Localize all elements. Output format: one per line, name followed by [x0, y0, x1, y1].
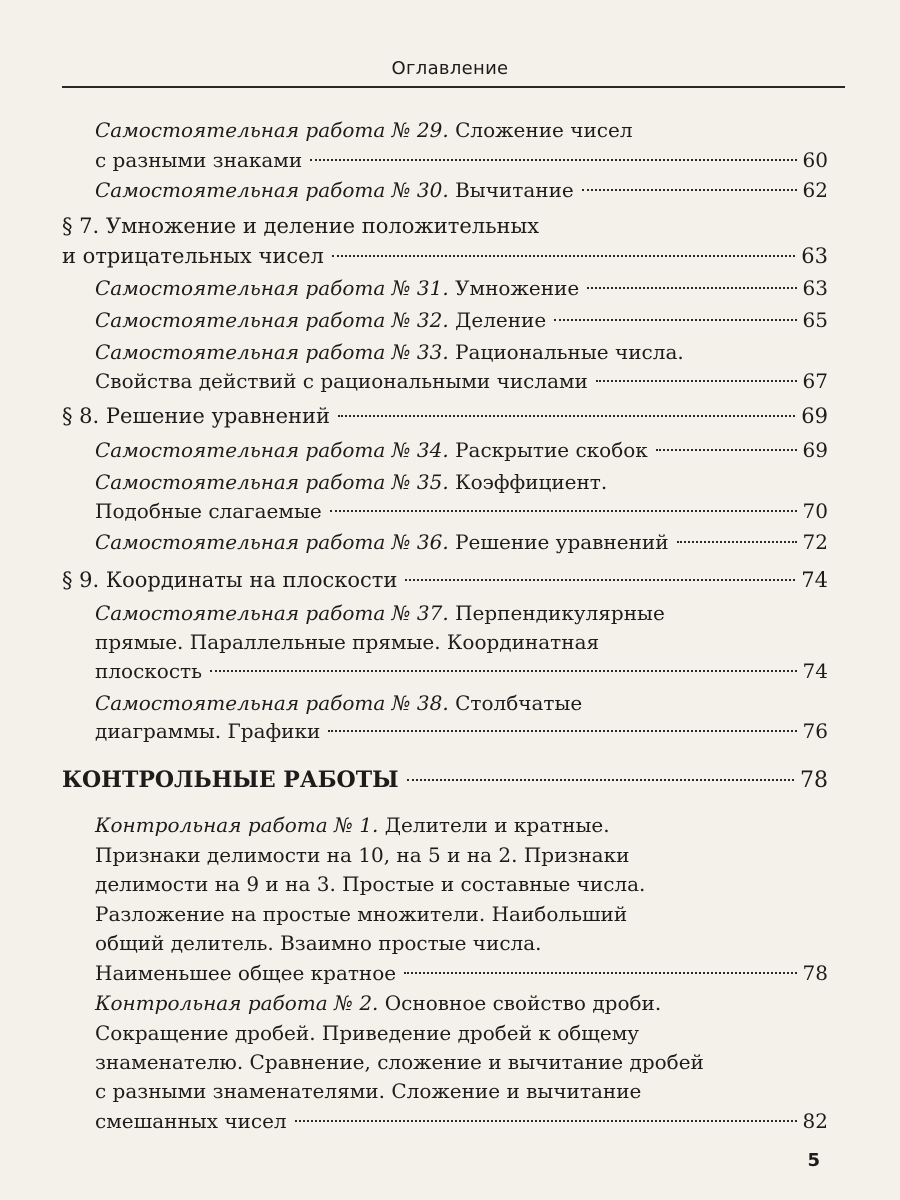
toc-section-8[interactable]	[62, 401, 828, 431]
toc-page-number: 63	[802, 276, 828, 300]
toc-entry-title: с разными знаками	[95, 148, 303, 172]
toc-entry-title: Коэффициент.	[455, 470, 608, 494]
toc-entry-label: Самостоятельная работа № 34.	[95, 438, 449, 462]
leader-dots	[332, 255, 795, 257]
toc-entry-kr2-line3[interactable]	[95, 1047, 704, 1077]
toc-entry-kr2-line4[interactable]	[95, 1076, 641, 1106]
toc-entry-sr37-line1[interactable]	[95, 598, 665, 628]
toc-entry-kr2-line5[interactable]	[95, 1106, 828, 1136]
toc-entry-title: Подобные слагаемые	[95, 499, 322, 523]
toc-entry-kr1-line1[interactable]	[95, 810, 610, 840]
toc-entry-title: Сложение чисел	[455, 118, 633, 142]
toc-entry-title: Сокращение дробей. Приведение дробей к общему	[95, 1021, 640, 1045]
toc-page-number: 60	[802, 148, 828, 172]
leader-dots	[582, 189, 797, 191]
toc-entry-title: Умножение	[455, 276, 580, 300]
toc-entry-title: Решение уравнений	[455, 530, 669, 554]
toc-entry-label: Самостоятельная работа № 29.	[95, 118, 449, 142]
toc-entry-title: Делители и кратные.	[384, 813, 610, 837]
toc-entry-sr37-line3[interactable]	[95, 656, 828, 686]
toc-entry-sr32[interactable]	[95, 305, 828, 335]
toc-entry-kr1-line5[interactable]	[95, 928, 542, 958]
toc-page-number: 69	[801, 404, 828, 428]
toc-section-title: § 8. Решение уравнений	[62, 404, 331, 428]
leader-dots	[596, 380, 797, 382]
toc-section-7-line2[interactable]	[62, 241, 828, 271]
toc-page-number: 62	[802, 178, 828, 202]
leader-dots	[338, 415, 795, 417]
toc-entry-title: Основное свойство дроби.	[384, 991, 662, 1015]
toc-page-number: 78	[800, 768, 828, 793]
leader-dots	[328, 730, 796, 732]
toc-entry-kr2-line2[interactable]	[95, 1018, 639, 1048]
toc-entry-title: делимости на 9 и на 3. Простые и составные числа.	[95, 872, 646, 896]
toc-entry-title: Признаки делимости на 10, на 5 и на 2. Признаки	[95, 843, 630, 867]
toc-page-number: 65	[802, 308, 828, 332]
toc-entry-kr1-line6[interactable]	[95, 958, 828, 988]
toc-entry-sr33-line2[interactable]	[95, 366, 828, 396]
toc-entry-title: Рациональные числа.	[455, 340, 684, 364]
toc-entry-title: Наименьшее общее кратное	[95, 961, 397, 985]
toc-entry-kr1-line3[interactable]	[95, 869, 645, 899]
toc-page-number: 74	[801, 568, 828, 592]
toc-section-9[interactable]	[62, 565, 828, 595]
toc-entry-title: знаменателю. Сравнение, сложение и вычитание дробей	[95, 1050, 704, 1074]
toc-entry-title: Свойства действий с рациональными числами	[95, 369, 588, 393]
toc-entry-label: Самостоятельная работа № 31.	[95, 276, 449, 300]
leader-dots	[677, 541, 797, 543]
toc-entry-title: Столбчатые	[455, 691, 583, 715]
toc-page-number: 76	[802, 719, 828, 743]
toc-entry-label: Контрольная работа № 1.	[95, 813, 379, 837]
leader-dots	[295, 1120, 797, 1122]
toc-section-title: § 7. Умножение и деление положительных	[62, 214, 540, 238]
toc-entry-title: с разными знаменателями. Сложение и вычитание	[95, 1079, 642, 1103]
toc-entry-sr29-line1[interactable]	[95, 115, 633, 145]
toc-page-number: 72	[802, 530, 828, 554]
toc-entry-label: Самостоятельная работа № 35.	[95, 470, 449, 494]
toc-entry-sr31[interactable]	[95, 273, 828, 303]
toc-entry-sr36[interactable]	[95, 527, 828, 557]
toc-entry-label: Самостоятельная работа № 36.	[95, 530, 449, 554]
leader-dots	[554, 319, 796, 321]
toc-entry-kr1-line4[interactable]	[95, 899, 627, 929]
toc-page-number: 63	[801, 244, 828, 268]
leader-dots	[404, 972, 796, 974]
toc-entry-title: Деление	[455, 308, 547, 332]
leader-dots	[210, 670, 797, 672]
toc-entry-label: Самостоятельная работа № 32.	[95, 308, 449, 332]
toc-page-number: 69	[802, 438, 828, 462]
toc-section-title: и отрицательных чисел	[62, 244, 324, 268]
toc-entry-sr38-line2[interactable]	[95, 716, 828, 746]
toc-entry-title: общий делитель. Взаимно простые числа.	[95, 931, 542, 955]
toc-entry-sr30[interactable]	[95, 175, 828, 205]
toc-entry-title: Вычитание	[455, 178, 574, 202]
toc-entry-kr2-line1[interactable]	[95, 988, 661, 1018]
toc-entry-title: Разложение на простые множители. Наибольший	[95, 902, 628, 926]
toc-entry-label: Самостоятельная работа № 38.	[95, 691, 449, 715]
leader-dots	[656, 449, 797, 451]
toc-page-number: 78	[802, 961, 828, 985]
toc-entry-title: Перпендикулярные	[455, 601, 665, 625]
leader-dots	[405, 579, 795, 581]
toc-page-number: 82	[802, 1109, 828, 1133]
leader-dots	[330, 510, 797, 512]
toc-entry-sr38-line1[interactable]	[95, 688, 582, 718]
toc-entry-title: прямые. Параллельные прямые. Координатная	[95, 630, 600, 654]
toc-entry-sr34[interactable]	[95, 435, 828, 465]
toc-entry-title: плоскость	[95, 659, 202, 683]
toc-entry-label: Самостоятельная работа № 30.	[95, 178, 449, 202]
toc-part-control-works[interactable]	[62, 765, 828, 796]
toc-entry-sr35-line1[interactable]	[95, 467, 607, 497]
toc-section-title: § 9. Координаты на плоскости	[62, 568, 398, 592]
toc-page-number: 74	[802, 659, 828, 683]
toc-entry-title: Раскрытие скобок	[455, 438, 648, 462]
toc-entry-title: диаграммы. Графики	[95, 719, 321, 743]
page-number: 5	[807, 1150, 820, 1171]
toc-part-title: КОНТРОЛЬНЫЕ РАБОТЫ	[62, 767, 399, 793]
toc-entry-title: смешанных чисел	[95, 1109, 287, 1133]
toc-entry-label: Контрольная работа № 2.	[95, 991, 379, 1015]
leader-dots	[407, 779, 794, 781]
toc-entry-kr1-line2[interactable]	[95, 840, 629, 870]
leader-dots	[587, 287, 796, 289]
toc-page-number: 70	[802, 499, 828, 523]
toc-entry-sr33-line1[interactable]	[95, 337, 684, 367]
toc-entry-sr35-line2[interactable]	[95, 496, 828, 526]
toc-entry-label: Самостоятельная работа № 37.	[95, 601, 449, 625]
leader-dots	[310, 159, 796, 161]
page-header-title: Оглавление	[391, 58, 509, 79]
toc-entry-label: Самостоятельная работа № 33.	[95, 340, 449, 364]
toc-entry-sr29-line2[interactable]	[95, 145, 828, 175]
toc-entry-sr37-line2[interactable]	[95, 627, 599, 657]
toc-section-7-line1[interactable]	[62, 211, 539, 241]
toc-page-number: 67	[802, 369, 828, 393]
